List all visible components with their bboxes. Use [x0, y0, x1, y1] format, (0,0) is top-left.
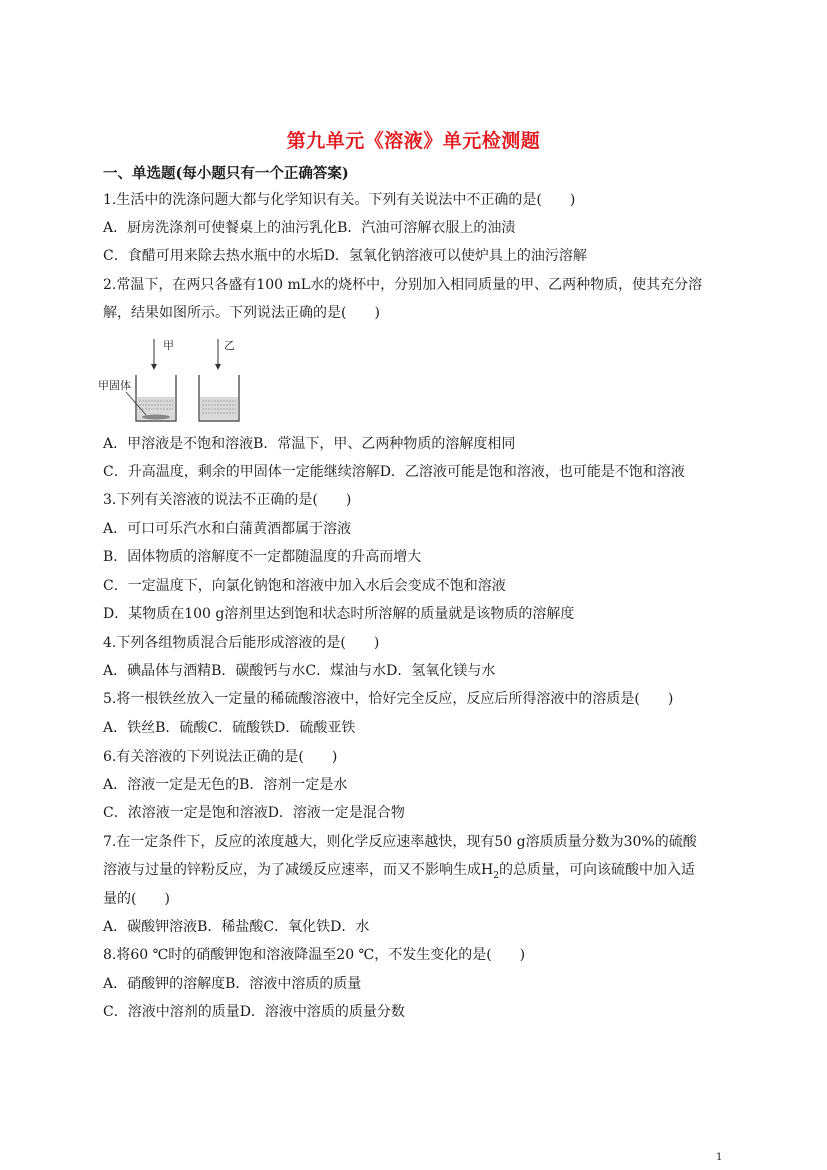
- q2-options-ab: A．甲溶液是不饱和溶液B．常温下，甲、乙两种物质的溶解度相同: [103, 436, 516, 452]
- q6-options-ab: A．溶液一定是无色的B．溶剂一定是水: [103, 777, 348, 793]
- q6-options-cd: C．浓溶液一定是饱和溶液D．溶液一定是混合物: [103, 805, 405, 821]
- question-7-line3: 量的( ): [103, 891, 170, 907]
- question-8: 8.将60 ℃时的硝酸钾饱和溶液降温至20 ℃，不发生变化的是( ): [103, 947, 526, 963]
- solid-residue: [142, 415, 170, 420]
- q7-options: A．碳酸钾溶液B．稀盐酸C．氧化铁D．水: [103, 919, 370, 935]
- section-heading: 一、单选题(每小题只有一个正确答案): [103, 165, 349, 182]
- q8-options-cd: C．溶液中溶剂的质量D．溶液中溶质的质量分数: [103, 1004, 405, 1020]
- question-7-line1: 7.在一定条件下，反应的浓度越大，则化学反应速率越快，现有50 g溶质质量分数为30%的硫酸: [103, 834, 697, 850]
- q3-option-c: C．一定温度下，向氯化钠饱和溶液中加入水后会变成不饱和溶液: [103, 578, 506, 594]
- question-3: 3.下列有关溶液的说法不正确的是( ): [103, 492, 352, 508]
- q1-options-cd: C．食醋可用来除去热水瓶中的水垢D．氢氧化钠溶液可以使炉具上的油污溶解: [103, 248, 587, 264]
- solution-b: [200, 397, 238, 420]
- q8-options-ab: A．硝酸钾的溶解度B．溶液中溶质的质量: [103, 976, 362, 992]
- q3-option-a: A．可口可乐汽水和白蒲黄酒都属于溶液: [103, 521, 352, 537]
- question-2-line1: 2.常温下，在两只各盛有100 mL水的烧杯中，分别加入相同质量的甲、乙两种物质，使其充分溶: [103, 277, 703, 293]
- q3-option-b: B．固体物质的溶解度不一定都随温度的升高而增大: [103, 549, 422, 565]
- question-6: 6.有关溶液的下列说法正确的是( ): [103, 749, 338, 765]
- q3-option-d: D．某物质在100 g溶剂里达到饱和状态时所溶解的质量就是该物质的溶解度: [103, 606, 575, 622]
- label-yi: 乙: [224, 339, 235, 352]
- question-1: 1.生活中的洗涤问题大都与化学知识有关。下列有关说法中不正确的是( ): [103, 192, 576, 208]
- page-title: 第九单元《溶液》单元检测题: [286, 130, 541, 152]
- q1-options-ab: A．厨房洗涤剂可使餐桌上的油污乳化B．汽油可溶解衣服上的油渍: [103, 220, 516, 236]
- q5-options: A．铁丝B．硫酸C．硫酸铁D．硫酸亚铁: [103, 720, 356, 736]
- h2-formula: H: [481, 862, 494, 878]
- question-4: 4.下列各组物质混合后能形成溶液的是( ): [103, 635, 380, 651]
- beakers-figure: [96, 337, 256, 427]
- question-7-line2: 溶液与过量的锌粉反应，为了减缓反应速率，而又不影响生成$H_2$的总质量，可向该硫酸中加入适: [103, 862, 695, 881]
- page-number: 1: [716, 1152, 723, 1163]
- label-solid: 甲固体: [98, 379, 131, 392]
- q2-options-cd: C．升高温度，剩余的甲固体一定能继续溶解D．乙溶液可能是饱和溶液，也可能是不饱和溶液: [103, 464, 685, 480]
- q4-options: A．碘晶体与酒精B．碳酸钙与水C．煤油与水D．氢氧化镁与水: [103, 663, 496, 679]
- label-jia: 甲: [163, 339, 174, 352]
- question-5: 5.将一根铁丝放入一定量的稀硫酸溶液中，恰好完全反应，反应后所得溶液中的溶质是( ): [103, 691, 674, 707]
- question-2-line2: 解，结果如图所示。下列说法正确的是( ): [103, 305, 380, 321]
